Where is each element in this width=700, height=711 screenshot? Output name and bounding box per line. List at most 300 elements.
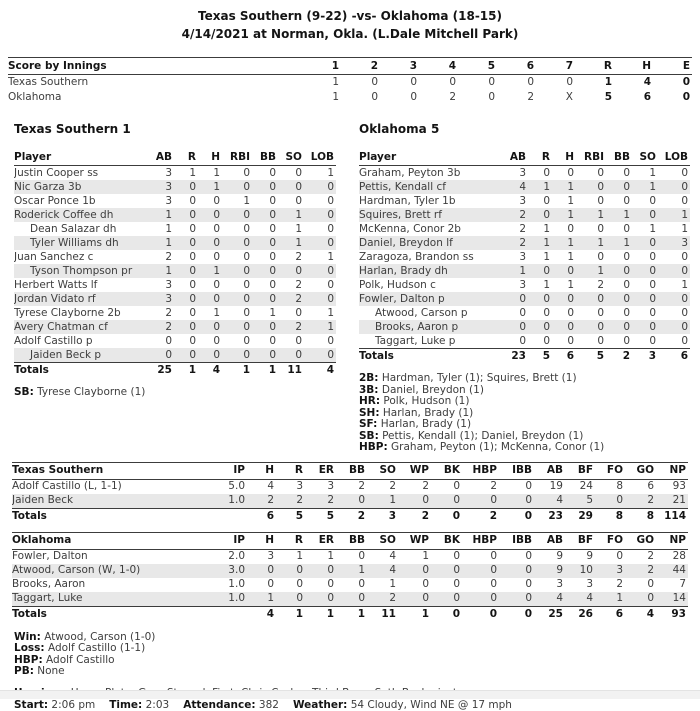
column-header: HBP <box>462 462 499 479</box>
batting-totals <box>359 349 690 365</box>
batting-row <box>359 250 690 264</box>
stat-cell: 0 <box>327 334 334 347</box>
stat-cell: 3 <box>519 166 526 179</box>
player-name-cell: Pettis, Kendall cf <box>359 180 446 193</box>
stat-cell: 0 <box>327 578 334 590</box>
stat-cell: 0 <box>243 264 250 277</box>
game-detail-pair: Time: 2:03 <box>109 698 170 711</box>
batting-notes-texas-southern <box>14 387 336 399</box>
stat-cell: 1 <box>567 208 574 221</box>
player-name-cell: Taggart, Luke p <box>375 334 456 347</box>
stat-cell: 1 <box>567 194 574 207</box>
column-header: AB <box>534 532 565 549</box>
stat-cell: 2 <box>165 320 172 333</box>
stat-cell: 0 <box>567 306 574 319</box>
stat-cell: 0 <box>490 550 497 562</box>
errors-cell: 0 <box>682 76 690 88</box>
stat-cell: 0 <box>422 564 429 576</box>
linescore-body <box>8 75 692 106</box>
batting-row <box>359 236 690 250</box>
totals-stat-cell: 0 <box>431 508 462 524</box>
column-header: BB <box>336 532 367 549</box>
column-header: BB <box>252 150 278 166</box>
stat-cell: 0 <box>597 334 604 347</box>
batting-row <box>14 292 336 306</box>
stat-cell: 0 <box>453 550 460 562</box>
stat-cell: 1 <box>389 494 396 506</box>
stat-cell: 0 <box>525 592 532 604</box>
decisions-block <box>14 632 700 678</box>
stat-cell: 0 <box>189 320 196 333</box>
stat-cell: 3 <box>556 578 563 590</box>
stat-cell: 0 <box>189 334 196 347</box>
column-header: H <box>247 462 276 479</box>
totals-stat-cell: 2 <box>336 508 367 524</box>
stat-cell: 0 <box>649 264 656 277</box>
pitcher-name-cell: Taggart, Luke <box>12 592 83 604</box>
stat-cell: 0 <box>597 166 604 179</box>
totals-stat-cell: 4 <box>247 606 276 622</box>
totals-stat-cell: 8 <box>625 508 656 524</box>
stat-cell: 0 <box>623 334 630 347</box>
batting-table-oklahoma <box>359 150 690 364</box>
batting-row <box>359 320 690 334</box>
stat-cell: 3 <box>165 180 172 193</box>
stat-cell: 2 <box>295 292 302 305</box>
stat-cell: 0 <box>647 592 654 604</box>
player-name-cell: Tyson Thompson pr <box>30 264 133 277</box>
batting-note: SB: Pettis, Kendall (1); Daniel, Breydon (1) <box>359 429 584 442</box>
column-header: SO <box>367 462 398 479</box>
stat-cell: 0 <box>295 334 302 347</box>
totals-stat-cell <box>211 606 247 622</box>
batting-rows <box>359 166 690 349</box>
batting-row <box>359 180 690 194</box>
player-name-cell: Jordan Vidato rf <box>14 292 96 305</box>
decision-label: PB: <box>14 665 34 677</box>
game-details-line <box>14 699 700 711</box>
stat-cell: 1 <box>358 564 365 576</box>
pitching-row <box>12 494 688 509</box>
totals-stat-cell: 2 <box>606 349 632 365</box>
stat-cell: 0 <box>267 564 274 576</box>
batting-note: SH: Harlan, Brady (1) <box>359 406 474 419</box>
inning-cell: 2 <box>527 91 534 103</box>
column-header: R <box>276 462 305 479</box>
column-header: SO <box>367 532 398 549</box>
totals-stat-cell: 93 <box>656 606 688 622</box>
stat-cell: 0 <box>623 166 630 179</box>
totals-stat-cell: 0 <box>499 606 534 622</box>
batting-row <box>14 222 336 236</box>
totals-stat-cell <box>211 508 247 524</box>
stat-cell: 1 <box>543 278 550 291</box>
stat-cell: 1 <box>519 264 526 277</box>
linescore-header-row <box>8 58 692 75</box>
stat-cell: 3 <box>165 278 172 291</box>
stat-cell: 0 <box>189 348 196 361</box>
stat-cell: 0 <box>213 236 220 249</box>
stat-cell: 0 <box>623 278 630 291</box>
stat-cell: 4 <box>389 564 396 576</box>
totals-stat-cell: 6 <box>247 508 276 524</box>
stat-cell: 1 <box>295 222 302 235</box>
stat-cell: 1 <box>213 306 220 319</box>
detail-label: Weather: <box>292 698 348 711</box>
pitching-row <box>12 479 688 494</box>
stat-cell: 21 <box>672 494 686 506</box>
batting-row <box>359 222 690 236</box>
batting-row <box>14 278 336 292</box>
title-block <box>0 0 700 43</box>
stat-cell: 2 <box>327 494 334 506</box>
batting-team-title: Texas Southern 1 <box>14 122 131 136</box>
column-header: R <box>528 150 552 166</box>
stat-cell: 3 <box>519 250 526 263</box>
stat-cell: 0 <box>189 180 196 193</box>
stat-cell: 1 <box>616 592 623 604</box>
stat-cell: 9 <box>586 550 593 562</box>
column-header: SO <box>278 150 304 166</box>
batting-row <box>359 166 690 181</box>
column-header: WP <box>398 462 431 479</box>
totals-stat-cell: 26 <box>565 606 595 622</box>
batting-note: 2B: Hardman, Tyler (1); Squires, Brett (1) <box>359 372 577 384</box>
column-header: H <box>552 150 576 166</box>
totals-stat-cell: 23 <box>534 508 565 524</box>
batting-totals <box>14 363 336 379</box>
stat-cell: 0 <box>295 264 302 277</box>
stat-cell: 0 <box>490 578 497 590</box>
stat-cell: 0 <box>597 320 604 333</box>
pitching-header-row <box>12 462 688 479</box>
stat-cell: 3 <box>519 278 526 291</box>
batting-header <box>359 150 690 166</box>
stat-cell: 0 <box>519 334 526 347</box>
stat-cell: 0 <box>213 292 220 305</box>
totals-stat-cell: 6 <box>595 606 625 622</box>
player-name-cell: Graham, Peyton 3b <box>359 166 461 179</box>
stat-cell: 0 <box>519 306 526 319</box>
stat-cell: 2 <box>647 564 654 576</box>
linescore-header <box>8 58 692 75</box>
stat-cell: 0 <box>681 194 688 207</box>
batting-notes-oklahoma <box>359 373 690 454</box>
stat-cell: 2 <box>389 480 396 492</box>
team-name-cell: Oklahoma <box>8 91 62 103</box>
stat-cell: 0 <box>269 292 276 305</box>
stat-cell: 0 <box>623 222 630 235</box>
stat-cell: 2 <box>519 208 526 221</box>
stat-cell: 19 <box>549 480 563 492</box>
linescore-row <box>8 90 692 105</box>
stat-cell: 0 <box>623 264 630 277</box>
stat-cell: 2 <box>647 550 654 562</box>
stat-cell: 0 <box>525 564 532 576</box>
totals-stat-cell: 4 <box>625 606 656 622</box>
column-header: IP <box>211 532 247 549</box>
stat-cell: 0 <box>243 306 250 319</box>
player-name-cell: Tyrese Clayborne 2b <box>14 306 121 319</box>
detail-label: Attendance: <box>183 698 256 711</box>
stat-cell: 1 <box>327 306 334 319</box>
inning-header: H <box>614 58 653 75</box>
totals-stat-cell: 5 <box>576 349 606 365</box>
stat-cell: 0 <box>243 278 250 291</box>
totals-stat-cell: 23 <box>500 349 528 365</box>
stat-cell: 0 <box>543 166 550 179</box>
stat-cell: 3 <box>586 578 593 590</box>
batting-totals-row <box>14 363 336 379</box>
stat-cell: 0 <box>358 494 365 506</box>
inning-cell: 0 <box>488 76 495 88</box>
stat-cell: 1 <box>649 166 656 179</box>
inning-header: 2 <box>341 58 380 75</box>
column-header: BK <box>431 532 462 549</box>
totals-label: Totals <box>14 363 146 379</box>
totals-stat-cell: 8 <box>595 508 625 524</box>
column-header: Player <box>14 150 146 166</box>
stat-cell: 0 <box>243 250 250 263</box>
stat-cell: 1 <box>567 250 574 263</box>
stat-cell: 0 <box>295 348 302 361</box>
stat-cell: 0 <box>422 592 429 604</box>
stat-cell: 1 <box>389 578 396 590</box>
pitching-table-texas-southern <box>12 462 688 524</box>
column-header: FO <box>595 462 625 479</box>
stat-cell: 0 <box>296 592 303 604</box>
pitching-row <box>12 578 688 592</box>
stat-cell: 2 <box>490 480 497 492</box>
stat-cell: 3 <box>165 166 172 179</box>
stat-cell: 0 <box>597 292 604 305</box>
stat-cell: 0 <box>567 166 574 179</box>
stat-cell: 0 <box>543 264 550 277</box>
stat-cell: 0 <box>681 264 688 277</box>
pitching-rows <box>12 549 688 606</box>
game-title: Texas Southern (9-22) -vs- Oklahoma (18-15) <box>198 9 502 23</box>
player-name-cell: Dean Salazar dh <box>30 222 117 235</box>
batting-row <box>14 348 336 363</box>
stat-cell: 1 <box>213 166 220 179</box>
stat-cell: 5.0 <box>228 480 245 492</box>
stat-cell: 2 <box>647 494 654 506</box>
stat-cell: 1 <box>649 180 656 193</box>
stat-cell: 0 <box>269 264 276 277</box>
stat-cell: 0 <box>189 250 196 263</box>
stat-cell: 0 <box>296 564 303 576</box>
errors-cell: 0 <box>682 91 690 103</box>
stat-cell: 1 <box>295 236 302 249</box>
hits-cell: 6 <box>643 91 651 103</box>
stat-cell: 0 <box>649 334 656 347</box>
stat-cell: 0 <box>649 208 656 221</box>
column-header: IP <box>211 462 247 479</box>
stat-cell: 1 <box>681 278 688 291</box>
stat-cell: 0 <box>616 550 623 562</box>
batting-team-title: Oklahoma 5 <box>359 122 440 136</box>
inning-header: 5 <box>458 58 497 75</box>
stat-cell: 0 <box>189 292 196 305</box>
stat-cell: 1 <box>267 592 274 604</box>
totals-stat-cell: 1 <box>276 606 305 622</box>
stat-cell: 0 <box>597 306 604 319</box>
totals-stat-cell: 0 <box>431 606 462 622</box>
stat-cell: 0 <box>543 208 550 221</box>
player-name-cell: Harlan, Brady dh <box>359 264 448 277</box>
stat-cell: 0 <box>189 208 196 221</box>
stat-cell: 0 <box>165 334 172 347</box>
stat-cell: 9 <box>556 550 563 562</box>
totals-stat-cell: 3 <box>632 349 658 365</box>
stat-cell: 0 <box>327 180 334 193</box>
batting-row <box>359 292 690 306</box>
inning-header: R <box>575 58 614 75</box>
player-name-cell: Justin Cooper ss <box>14 166 99 179</box>
stat-cell: 24 <box>579 480 593 492</box>
stat-cell: 1 <box>597 236 604 249</box>
hits-cell: 4 <box>643 76 651 88</box>
batting-header <box>14 150 336 166</box>
stat-cell: 3 <box>296 480 303 492</box>
player-name-cell: Juan Sanchez c <box>14 250 94 263</box>
stat-cell: 0 <box>165 348 172 361</box>
stat-cell: 4 <box>556 592 563 604</box>
stat-cell: 1 <box>296 550 303 562</box>
stat-cell: 0 <box>327 292 334 305</box>
batting-header-row <box>359 150 690 166</box>
stat-cell: 0 <box>295 194 302 207</box>
inning-cell: 0 <box>371 91 378 103</box>
decision-line: Win: Atwood, Carson (1-0) <box>14 630 156 643</box>
totals-label: Totals <box>359 349 500 365</box>
player-name-cell: Atwood, Carson p <box>375 306 468 319</box>
stat-cell: 0 <box>422 578 429 590</box>
totals-stat-cell: 25 <box>146 363 174 379</box>
stat-cell: 7 <box>679 578 686 590</box>
stat-cell: 0 <box>213 194 220 207</box>
stat-cell: 1 <box>623 208 630 221</box>
stat-cell: 0 <box>649 306 656 319</box>
detail-label: Start: <box>14 698 49 711</box>
pitching-row <box>12 549 688 564</box>
stat-cell: 8 <box>616 480 623 492</box>
batting-header-row <box>14 150 336 166</box>
inning-cell: X <box>565 91 573 103</box>
stat-cell: 0 <box>189 236 196 249</box>
stat-cell: 0 <box>567 222 574 235</box>
column-header: ER <box>305 462 336 479</box>
inning-cell: 2 <box>449 91 456 103</box>
stat-cell: 0 <box>213 334 220 347</box>
pitcher-name-cell: Atwood, Carson (W, 1-0) <box>12 564 141 576</box>
player-name-cell: Zaragoza, Brandon ss <box>359 250 474 263</box>
stat-cell: 0 <box>269 348 276 361</box>
player-name-cell: Avery Chatman cf <box>14 320 108 333</box>
totals-stat-cell: 4 <box>304 363 336 379</box>
pitcher-name-cell: Adolf Castillo (L, 1-1) <box>12 480 122 492</box>
stat-cell: 0 <box>358 550 365 562</box>
stat-cell: 0 <box>519 320 526 333</box>
stat-cell: 1.0 <box>228 592 245 604</box>
stat-cell: 0 <box>525 494 532 506</box>
pitching-team-header: Oklahoma <box>12 532 211 549</box>
stat-cell: 0 <box>267 578 274 590</box>
column-header: IBB <box>499 532 534 549</box>
pitcher-name-cell: Fowler, Dalton <box>12 550 88 562</box>
stat-cell: 28 <box>672 550 686 562</box>
inning-cell: 0 <box>488 91 495 103</box>
stat-cell: 0 <box>649 320 656 333</box>
stat-cell: 0 <box>358 578 365 590</box>
stat-cell: 1 <box>327 166 334 179</box>
stat-cell: 0 <box>189 278 196 291</box>
stat-cell: 2 <box>295 250 302 263</box>
stat-cell: 0 <box>543 320 550 333</box>
stat-cell: 0 <box>422 494 429 506</box>
stat-cell: 1 <box>649 222 656 235</box>
stat-cell: 2 <box>295 320 302 333</box>
stat-cell: 0 <box>490 592 497 604</box>
totals-stat-cell: 25 <box>534 606 565 622</box>
column-header: H <box>247 532 276 549</box>
pitching-table-oklahoma <box>12 532 688 622</box>
stat-cell: 0 <box>269 250 276 263</box>
stat-cell: 0 <box>327 264 334 277</box>
stat-cell: 3 <box>267 550 274 562</box>
stat-cell: 1 <box>295 208 302 221</box>
player-name-cell: Fowler, Dalton p <box>359 292 445 305</box>
stat-cell: 0 <box>327 236 334 249</box>
batting-rows <box>14 166 336 363</box>
stat-cell: 4 <box>556 494 563 506</box>
batting-row <box>359 334 690 349</box>
batting-note: HBP: Graham, Peyton (1); McKenna, Conor (1) <box>359 441 605 453</box>
stat-cell: 0 <box>269 194 276 207</box>
stat-cell: 0 <box>567 320 574 333</box>
stat-cell: 0 <box>623 292 630 305</box>
stat-cell: 0 <box>243 348 250 361</box>
stat-cell: 0 <box>295 306 302 319</box>
stat-cell: 0 <box>649 236 656 249</box>
stat-cell: 0 <box>327 222 334 235</box>
batting-row <box>14 264 336 278</box>
note-label: SB: <box>14 386 34 398</box>
column-header: BB <box>606 150 632 166</box>
inning-cell: 0 <box>527 76 534 88</box>
batting-note: 3B: Daniel, Breydon (1) <box>359 383 484 396</box>
stat-cell: 2 <box>597 278 604 291</box>
stat-cell: 0 <box>681 250 688 263</box>
linescore-title: Score by Innings <box>8 58 302 75</box>
stat-cell: 0 <box>649 194 656 207</box>
stat-cell: 2 <box>296 494 303 506</box>
stat-cell: 0 <box>213 250 220 263</box>
totals-stat-cell: 5 <box>276 508 305 524</box>
stat-cell: 0 <box>243 320 250 333</box>
totals-label: Totals <box>12 606 211 622</box>
column-header: R <box>174 150 198 166</box>
inning-header: 4 <box>419 58 458 75</box>
stat-cell: 1 <box>269 306 276 319</box>
stat-cell: 3 <box>681 236 688 249</box>
totals-stat-cell: 11 <box>278 363 304 379</box>
stat-cell: 0 <box>453 578 460 590</box>
decision-line: Loss: Adolf Castillo (1-1) <box>14 642 146 654</box>
stat-cell: 1 <box>165 236 172 249</box>
stat-cell: 1 <box>567 236 574 249</box>
player-name-cell: Polk, Hudson c <box>359 278 436 291</box>
